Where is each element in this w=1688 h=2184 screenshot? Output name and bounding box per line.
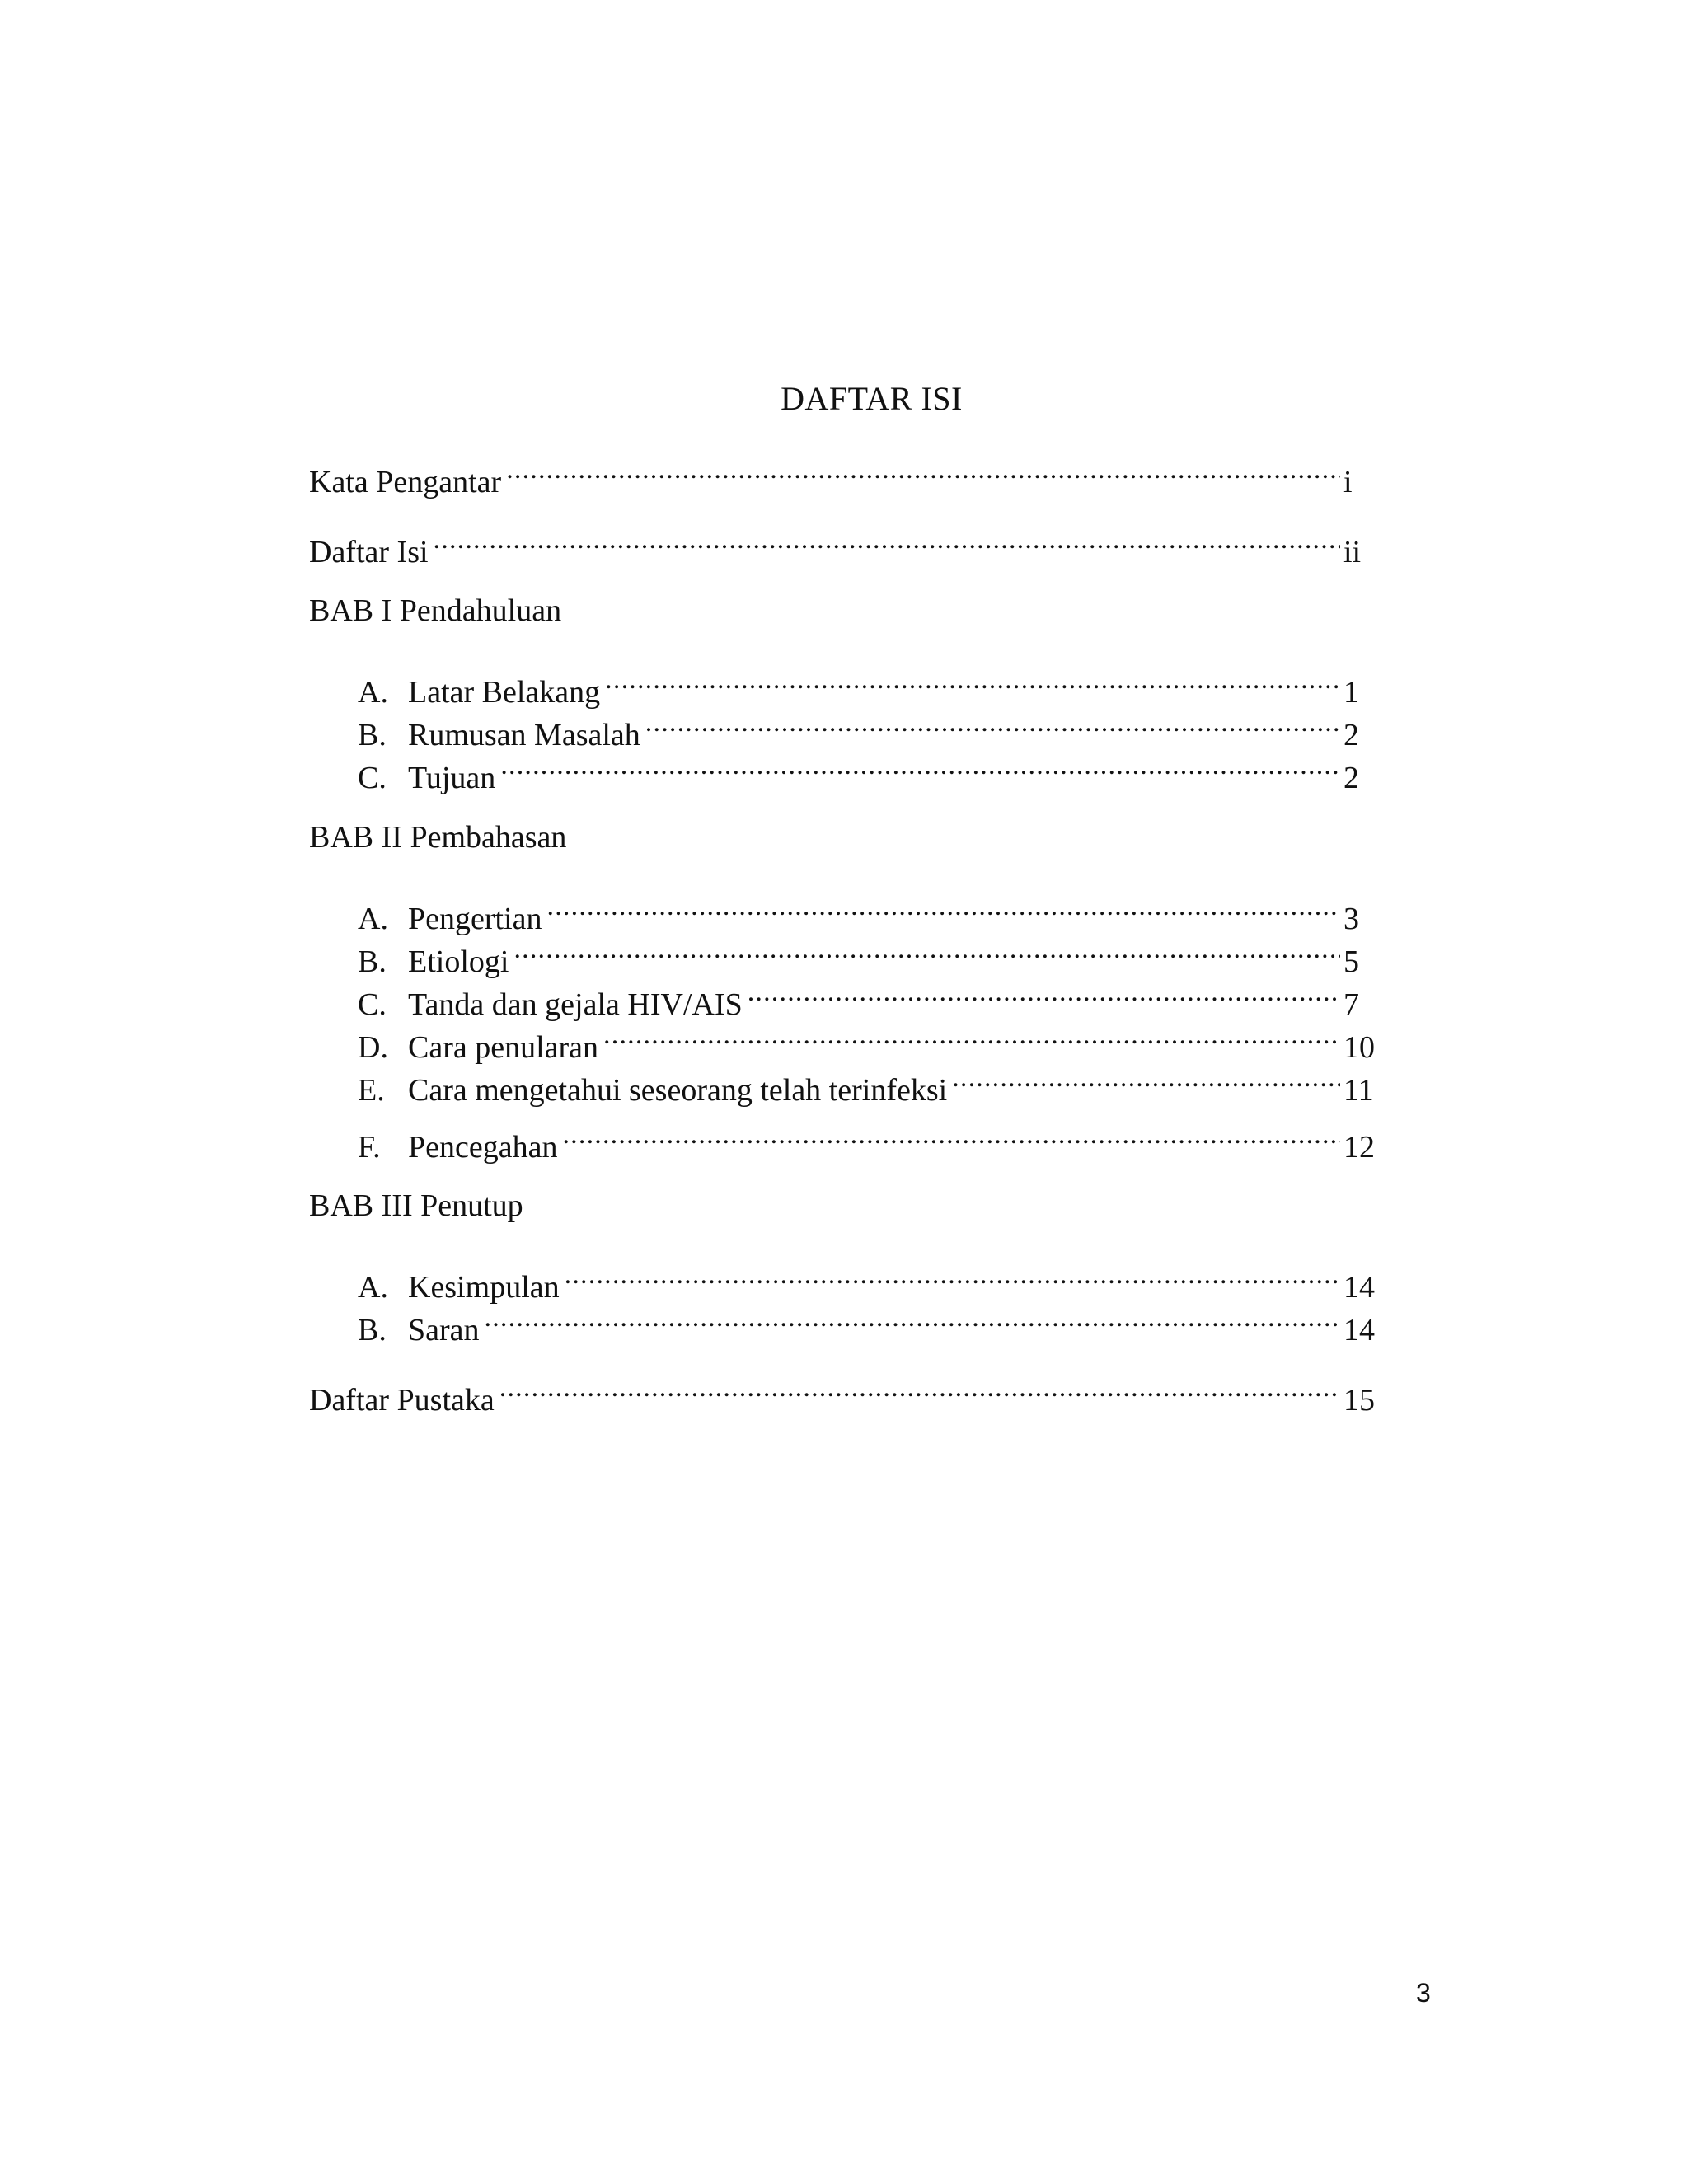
- dot-leader: [500, 745, 1340, 788]
- toc-subentry-tujuan[interactable]: [358, 745, 1385, 795]
- toc-subentry-etiologi[interactable]: [358, 929, 1385, 979]
- toc-entry-page: 10: [1343, 1030, 1375, 1065]
- toc-entry-letter: D.: [358, 1030, 388, 1065]
- toc-entry-page: 5: [1343, 944, 1359, 979]
- toc-entry-label: Daftar Pustaka: [309, 1383, 495, 1418]
- toc-entry-daftar-isi[interactable]: [309, 519, 1385, 569]
- toc-entry-page: 2: [1343, 718, 1359, 752]
- toc-entry-label: Cara mengetahui seseorang telah terinfeksi: [408, 1073, 948, 1108]
- toc-entry-daftar-pustaka[interactable]: [309, 1367, 1385, 1418]
- dot-leader: [434, 519, 1340, 562]
- toc-entry-page: 15: [1343, 1383, 1375, 1418]
- dot-leader: [748, 972, 1340, 1015]
- toc-subentry-cara-penularan[interactable]: [358, 1015, 1385, 1065]
- toc-entry-page: 11: [1343, 1073, 1374, 1108]
- dot-leader: [562, 1114, 1340, 1157]
- dot-leader: [499, 1367, 1340, 1410]
- toc-subentry-latar-belakang[interactable]: [358, 659, 1385, 710]
- toc-entry-letter: C.: [358, 761, 387, 795]
- toc-chapter-heading: BAB II Pembahasan: [309, 820, 567, 855]
- page-number: 3: [1416, 1978, 1431, 2008]
- dot-leader: [603, 1015, 1340, 1057]
- toc-entry-letter: A.: [358, 1270, 388, 1305]
- toc-subentry-rumusan-masalah[interactable]: [358, 702, 1385, 752]
- toc-subentry-cara-mengetahui[interactable]: [358, 1057, 1385, 1108]
- dot-leader: [605, 659, 1340, 702]
- toc-entry-page: 7: [1343, 987, 1359, 1022]
- toc-entry-page: ii: [1343, 535, 1362, 569]
- toc-entry-letter: B.: [358, 718, 387, 752]
- toc-entry-letter: A.: [358, 675, 388, 710]
- toc-entry-label: Cara penularan: [408, 1030, 599, 1065]
- toc-subentry-pengertian[interactable]: [358, 886, 1385, 936]
- dot-leader: [645, 702, 1340, 745]
- dot-leader: [513, 929, 1340, 972]
- dot-leader: [952, 1057, 1340, 1100]
- toc-entry-letter: F.: [358, 1130, 381, 1165]
- toc-entry-page: 12: [1343, 1130, 1375, 1165]
- toc-entry-label: Kata Pengantar: [309, 465, 502, 499]
- toc-entry-label: Saran: [408, 1313, 480, 1347]
- toc-entry-label: Tanda dan gejala HIV/AIS: [408, 987, 743, 1022]
- toc-entry-label: Etiologi: [408, 944, 509, 979]
- toc-entry-page: 14: [1343, 1270, 1375, 1305]
- toc-entry-page: 1: [1343, 675, 1359, 710]
- toc-entry-letter: C.: [358, 987, 387, 1022]
- dot-leader: [547, 886, 1340, 929]
- toc-entry-page: 14: [1343, 1313, 1375, 1347]
- toc-entry-label: Pengertian: [408, 902, 542, 936]
- toc-chapter-heading: BAB III Penutup: [309, 1188, 523, 1223]
- toc-entry-label: Pencegahan: [408, 1130, 558, 1165]
- document-title: DAFTAR ISI: [781, 380, 963, 417]
- toc-entry-kata-pengantar[interactable]: [309, 449, 1385, 499]
- toc-entry-letter: B.: [358, 1313, 387, 1347]
- toc-entry-label: Latar Belakang: [408, 675, 601, 710]
- toc-entry-page: i: [1343, 465, 1353, 499]
- toc-entry-page: 3: [1343, 902, 1359, 936]
- toc-entry-label: Tujuan: [408, 761, 496, 795]
- dot-leader: [506, 449, 1340, 492]
- toc-entry-letter: A.: [358, 902, 388, 936]
- toc-subentry-kesimpulan[interactable]: [358, 1254, 1385, 1305]
- dot-leader: [485, 1297, 1340, 1340]
- toc-entry-letter: E.: [358, 1073, 385, 1108]
- toc-entry-label: Daftar Isi: [309, 535, 429, 569]
- toc-entry-label: Rumusan Masalah: [408, 718, 640, 752]
- dot-leader: [565, 1254, 1340, 1297]
- toc-subentry-pencegahan[interactable]: [358, 1114, 1385, 1165]
- toc-chapter-heading: BAB I Pendahuluan: [309, 593, 562, 628]
- toc-entry-page: 2: [1343, 761, 1359, 795]
- toc-entry-letter: B.: [358, 944, 387, 979]
- toc-subentry-saran[interactable]: [358, 1297, 1385, 1347]
- toc-entry-label: Kesimpulan: [408, 1270, 560, 1305]
- toc-subentry-tanda-gejala[interactable]: [358, 972, 1385, 1022]
